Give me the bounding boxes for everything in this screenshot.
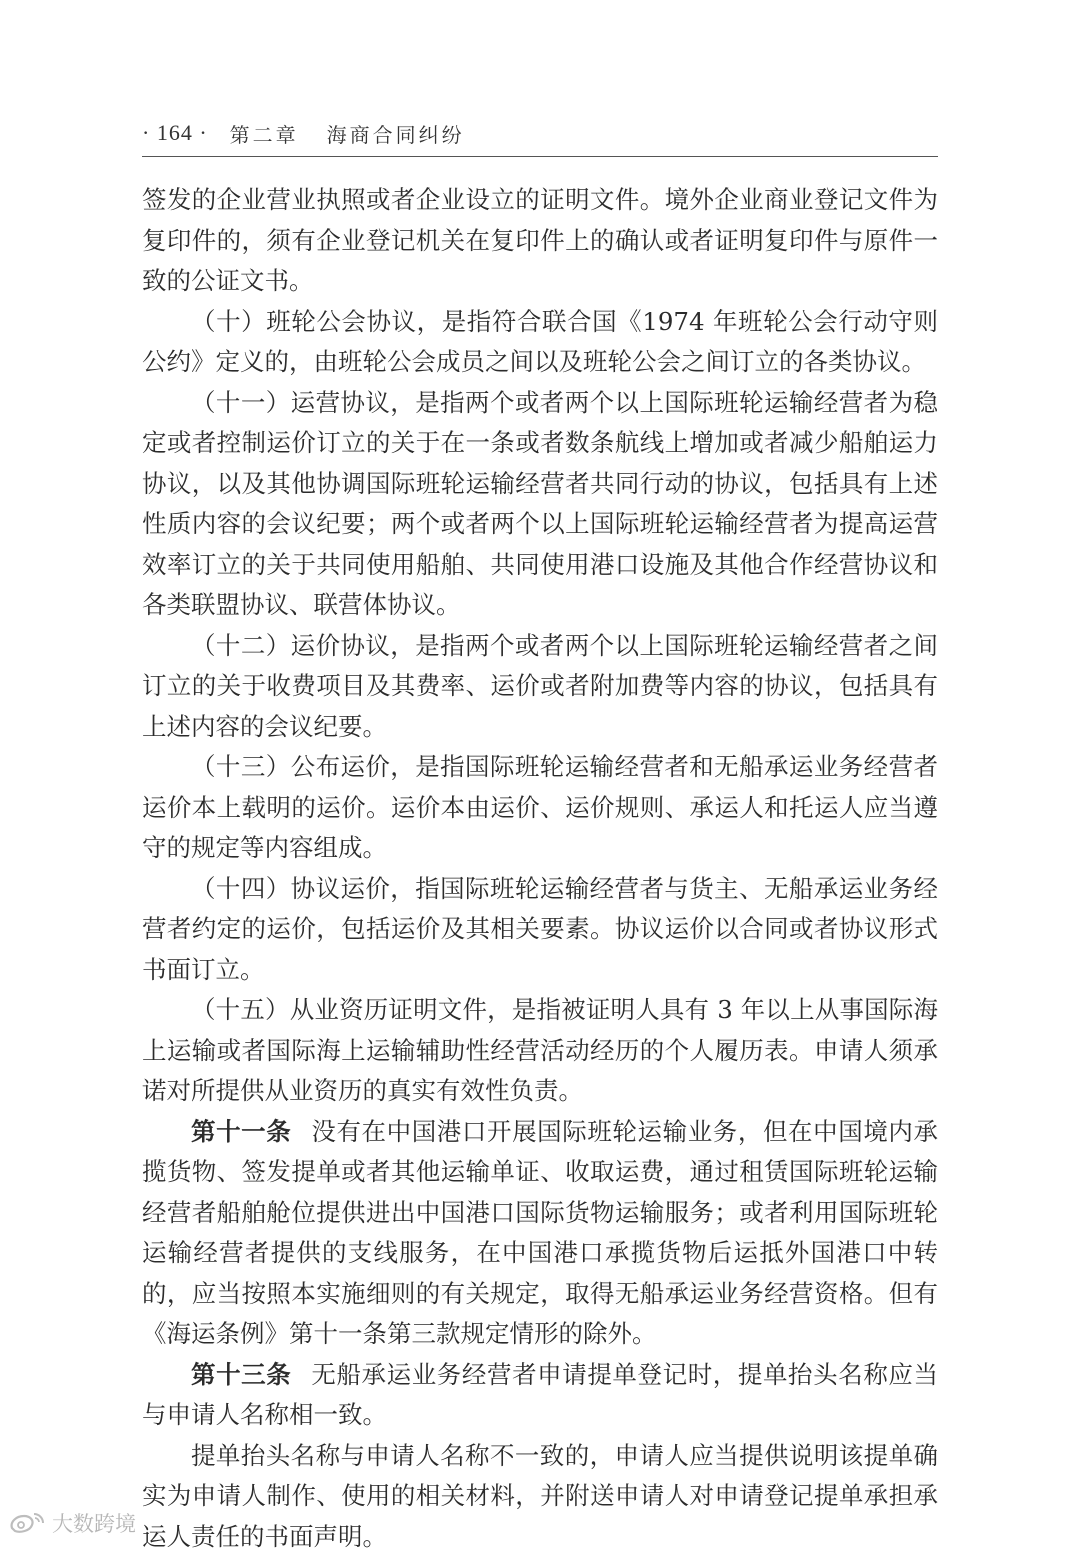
paragraph-7 [142, 990, 938, 1112]
paragraph-3 [142, 383, 938, 626]
paragraph-5 [142, 747, 938, 869]
chapter-title: 海商合同纠纷 [327, 119, 465, 148]
watermark-text: 大数跨境 [52, 1508, 136, 1538]
weibo-style-logo-icon [8, 1510, 46, 1536]
paragraph-text: （十一）运营协议，是指两个或者两个以上国际班轮运输经营者为稳定或者控制运价订立的关于在一条或者数条航线上增加或者减少船舶运力协议，以及其他协调国际班轮运输经营者共同行动的协议，包括具有上述性质内容的会议纪要；两个或者两个以上国际班轮运输经营者为提高运营效率订立的关于共同使用船舶、共同使用港口设施及其他合作经营协议和各类联盟协议、联营体协议。 [142, 388, 938, 620]
page-number: · 164 · [142, 120, 208, 146]
article-13-paragraph [142, 1355, 938, 1436]
article-heading: 第十一条 [191, 1117, 291, 1146]
watermark [8, 1508, 136, 1538]
paragraph-text: （十三）公布运价，是指国际班轮运输经营者和无船承运业务经营者运价本上载明的运价。运价本由运价、运价规则、承运人和托运人应当遵守的规定等内容组成。 [142, 752, 938, 862]
paragraph-text: （十四）协议运价，指国际班轮运输经营者与货主、无船承运业务经营者约定的运价，包括运价及其相关要素。协议运价以合同或者协议形式书面订立。 [142, 874, 938, 984]
paragraph-4 [142, 626, 938, 748]
article-11-paragraph [142, 1112, 938, 1355]
body-text [142, 180, 938, 1557]
paragraph-text: 无船承运业务经营者申请提单登记时，提单抬头名称应当与申请人名称相一致。 [142, 1360, 938, 1430]
running-header [142, 116, 938, 150]
chapter-label: 第二章 [230, 119, 299, 148]
paragraph-1 [142, 180, 938, 302]
paragraph-2 [142, 302, 938, 383]
paragraph-text: （十二）运价协议，是指两个或者两个以上国际班轮运输经营者之间订立的关于收费项目及其费率、运价或者附加费等内容的协议，包括具有上述内容的会议纪要。 [142, 631, 938, 741]
header-rule [142, 156, 938, 157]
paragraph-text: （十）班轮公会协议，是指符合联合国《1974 年班轮公会行动守则公约》定义的，由班轮公会成员之间以及班轮公会之间订立的各类协议。 [142, 307, 938, 377]
paragraph-10 [142, 1436, 938, 1557]
paragraph-text: （十五）从业资历证明文件，是指被证明人具有 3 年以上从事国际海上运输或者国际海上运输辅助性经营活动经历的个人履历表。申请人须承诺对所提供从业资历的真实有效性负责。 [142, 995, 938, 1105]
paragraph-6 [142, 869, 938, 991]
paragraph-text: 签发的企业营业执照或者企业设立的证明文件。境外企业商业登记文件为复印件的，须有企业登记机关在复印件上的确认或者证明复印件与原件一致的公证文书。 [142, 185, 938, 295]
paragraph-text: 提单抬头名称与申请人名称不一致的，申请人应当提供说明该提单确实为申请人制作、使用的相关材料，并附送申请人对申请登记提单承担承运人责任的书面声明。 [142, 1441, 938, 1551]
paragraph-text: 没有在中国港口开展国际班轮运输业务，但在中国境内承揽货物、签发提单或者其他运输单证、收取运费，通过租赁国际班轮运输经营者船舶舱位提供进出中国港口国际货物运输服务；或者利用国际班轮运输经营者提供的支线服务，在中国港口承揽货物后运抵外国港口中转的，应当按照本实施细则的有关规定，取得无船承运业务经营资格。但有《海运条例》第十一条第三款规定情形的除外。 [142, 1117, 938, 1349]
article-heading: 第十三条 [191, 1360, 291, 1389]
